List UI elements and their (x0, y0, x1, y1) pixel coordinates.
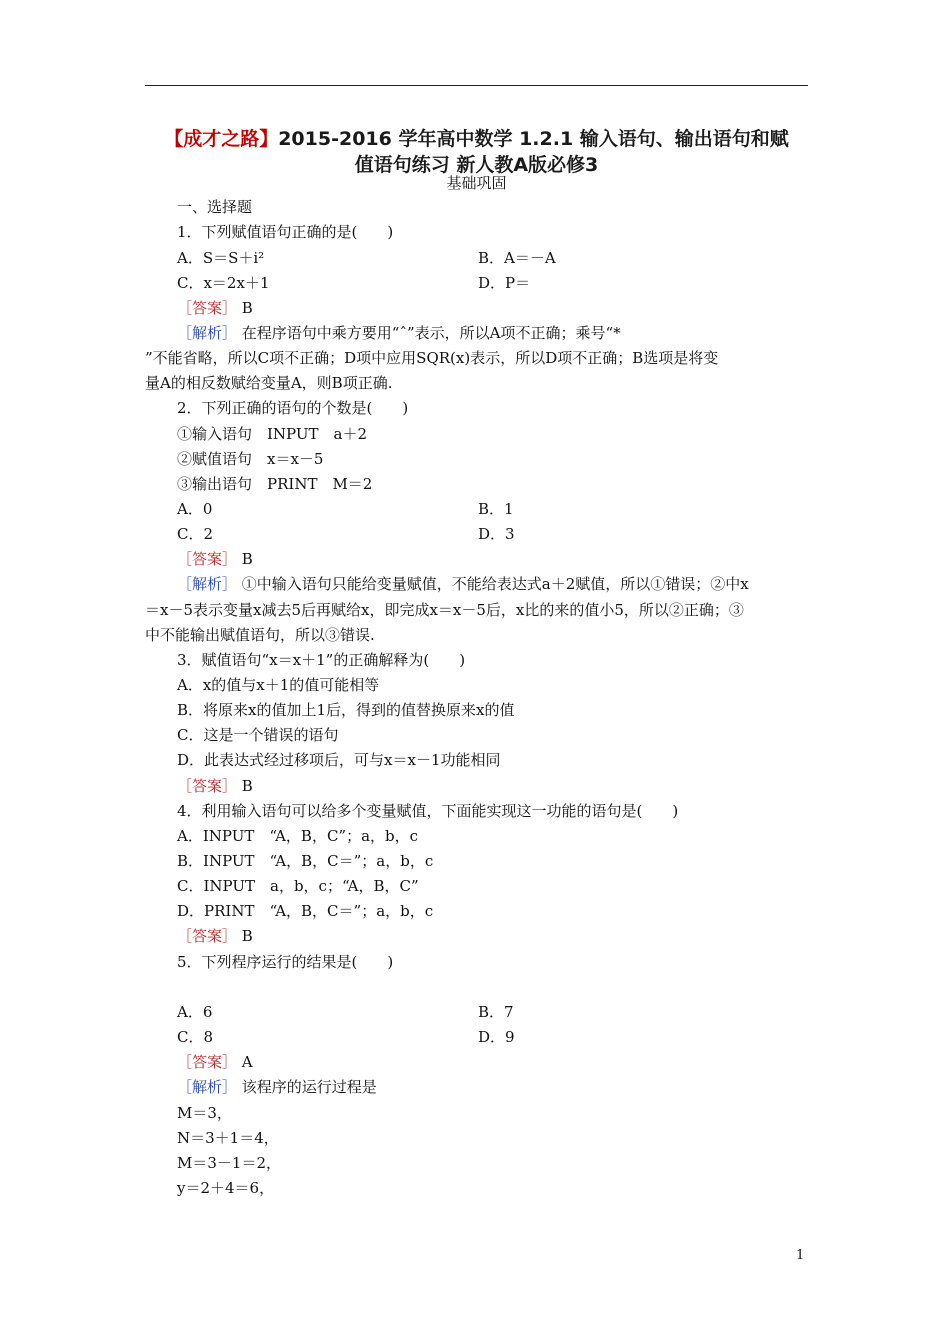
header-rule (145, 85, 808, 86)
line-text: A (237, 1053, 253, 1071)
text-line (177, 273, 269, 293)
line-text: 4．利用输入语句可以给多个变量赋值，下面能实现这一功能的语句是( ) (177, 802, 679, 820)
line-text: ＝x－5表示变量x减去5后再赋给x，即完成x＝x－5后，x比的来的值小5，所以②正确；③ (145, 601, 744, 619)
answer-label: ［答案］ (177, 550, 238, 568)
text-line (177, 574, 749, 594)
text-line (177, 675, 379, 695)
text-line (177, 750, 501, 770)
text-line (177, 449, 323, 469)
line-text: B (237, 550, 253, 568)
text-line (478, 1027, 515, 1047)
line-text: B (237, 777, 253, 795)
text-line (177, 700, 515, 720)
title-main-text: 2015-2016 学年高中数学 1.2.1 输入语句、输出语句和赋 (278, 128, 789, 150)
text-line (177, 801, 678, 821)
line-text: M＝3， (177, 1104, 232, 1122)
text-line (177, 1052, 253, 1072)
line-text: 3．赋值语句“x＝x＋1”的正确解释为( ) (177, 651, 466, 669)
line-text: ①输入语句 INPUT a＋2 (177, 425, 368, 443)
line-text: A．S＝S＋i² (177, 249, 265, 267)
line-text: N＝3＋1＝4， (177, 1129, 279, 1147)
text-line (177, 926, 253, 946)
line-text: 1．下列赋值语句正确的是( ) (177, 223, 394, 241)
text-line (177, 474, 372, 494)
line-text: M＝3－1＝2， (177, 1154, 281, 1172)
line-text: C．x＝2x＋1 (177, 274, 270, 292)
document-title-line2: 值语句练习 新人教A版必修3 (354, 154, 599, 176)
text-line (478, 1002, 514, 1022)
page-number: 1 (796, 1248, 805, 1263)
line-text: 该程序的运行过程是 (237, 1078, 377, 1096)
text-line (177, 826, 418, 846)
line-text: C．这是一个错误的语句 (177, 726, 339, 744)
line-text: 量A的相反数赋给变量A，则B项正确. (145, 374, 393, 392)
text-line (177, 1178, 274, 1198)
line-text: D．PRINT “A，B，C＝”；a，b，c (177, 902, 434, 920)
answer-label: ［答案］ (177, 1053, 238, 1071)
text-line (177, 952, 393, 972)
line-text: B．A＝－A (478, 249, 556, 267)
text-line (177, 1002, 212, 1022)
line-text: C．8 (177, 1028, 214, 1046)
text-line (177, 1077, 377, 1097)
line-text: ”不能省略，所以C项不正确；D项中应用SQR(x)表示，所以D项不正确；B选项是将变 (145, 349, 719, 367)
line-text: ①中输入语句只能给变量赋值，不能给表达式a＋2赋值，所以①错误；②中x (237, 575, 749, 593)
text-line (177, 650, 465, 670)
text-line (177, 222, 393, 242)
text-line (177, 776, 253, 796)
line-text: A．x的值与x＋1的值可能相等 (177, 676, 380, 694)
text-line (177, 298, 253, 318)
text-line (177, 197, 252, 217)
line-text: B (237, 927, 253, 945)
text-line (177, 1027, 213, 1047)
text-line (177, 851, 433, 871)
text-line (478, 524, 515, 544)
line-text: D．9 (478, 1028, 515, 1046)
line-text: 一、选择题 (177, 198, 253, 216)
line-text: B．将原来x的值加上1后，得到的值替换原来x的值 (177, 701, 515, 719)
line-text: 在程序语句中乘方要用“ˆ”表示，所以A项不正确；乘号“* (237, 324, 621, 342)
analysis-label: ［解析］ (177, 1078, 238, 1096)
text-line (177, 248, 264, 268)
document-title-line1 (145, 124, 808, 151)
text-line (177, 901, 433, 921)
line-text: D．3 (478, 525, 515, 543)
line-text: C．INPUT a，b，c；“A，B，C” (177, 877, 419, 895)
text-line (177, 1103, 232, 1123)
text-line (177, 1153, 281, 1173)
line-text: ②赋值语句 x＝x－5 (177, 450, 324, 468)
text-line (145, 625, 375, 645)
line-text: A．6 (177, 1003, 213, 1021)
line-text: B．1 (478, 500, 514, 518)
text-line (177, 549, 253, 569)
analysis-label: ［解析］ (177, 575, 238, 593)
analysis-label: ［解析］ (177, 324, 238, 342)
line-text: D．P＝ (478, 274, 531, 292)
text-line (478, 273, 530, 293)
text-line (177, 398, 408, 418)
title-source-tag: 【成才之路】 (164, 128, 279, 150)
line-text: B．INPUT “A，B，C＝”；a，b，c (177, 852, 434, 870)
text-line (177, 524, 213, 544)
line-text: 中不能输出赋值语句，所以③错误. (145, 626, 375, 644)
text-line (145, 600, 744, 620)
text-line (177, 323, 621, 343)
line-text: y＝2＋4＝6， (177, 1179, 275, 1197)
line-text: C．2 (177, 525, 214, 543)
text-line (177, 499, 212, 519)
text-line (177, 876, 419, 896)
text-line (478, 248, 556, 268)
line-text: B (237, 299, 253, 317)
text-line (177, 424, 367, 444)
text-line (177, 1128, 279, 1148)
section-subtitle: 基础巩固 (446, 174, 507, 192)
line-text: ③输出语句 PRINT M＝2 (177, 475, 373, 493)
answer-label: ［答案］ (177, 299, 238, 317)
text-line (478, 499, 514, 519)
line-text: 5．下列程序运行的结果是( ) (177, 953, 394, 971)
line-text: B．7 (478, 1003, 514, 1021)
line-text: 2．下列正确的语句的个数是( ) (177, 399, 409, 417)
text-line (145, 373, 392, 393)
line-text: A．0 (177, 500, 213, 518)
text-line (145, 348, 718, 368)
answer-label: ［答案］ (177, 927, 238, 945)
text-line (177, 725, 338, 745)
answer-label: ［答案］ (177, 777, 238, 795)
line-text: D．此表达式经过移项后，可与x＝x－1功能相同 (177, 751, 501, 769)
line-text: A．INPUT “A，B，C”；a，b，c (177, 827, 419, 845)
